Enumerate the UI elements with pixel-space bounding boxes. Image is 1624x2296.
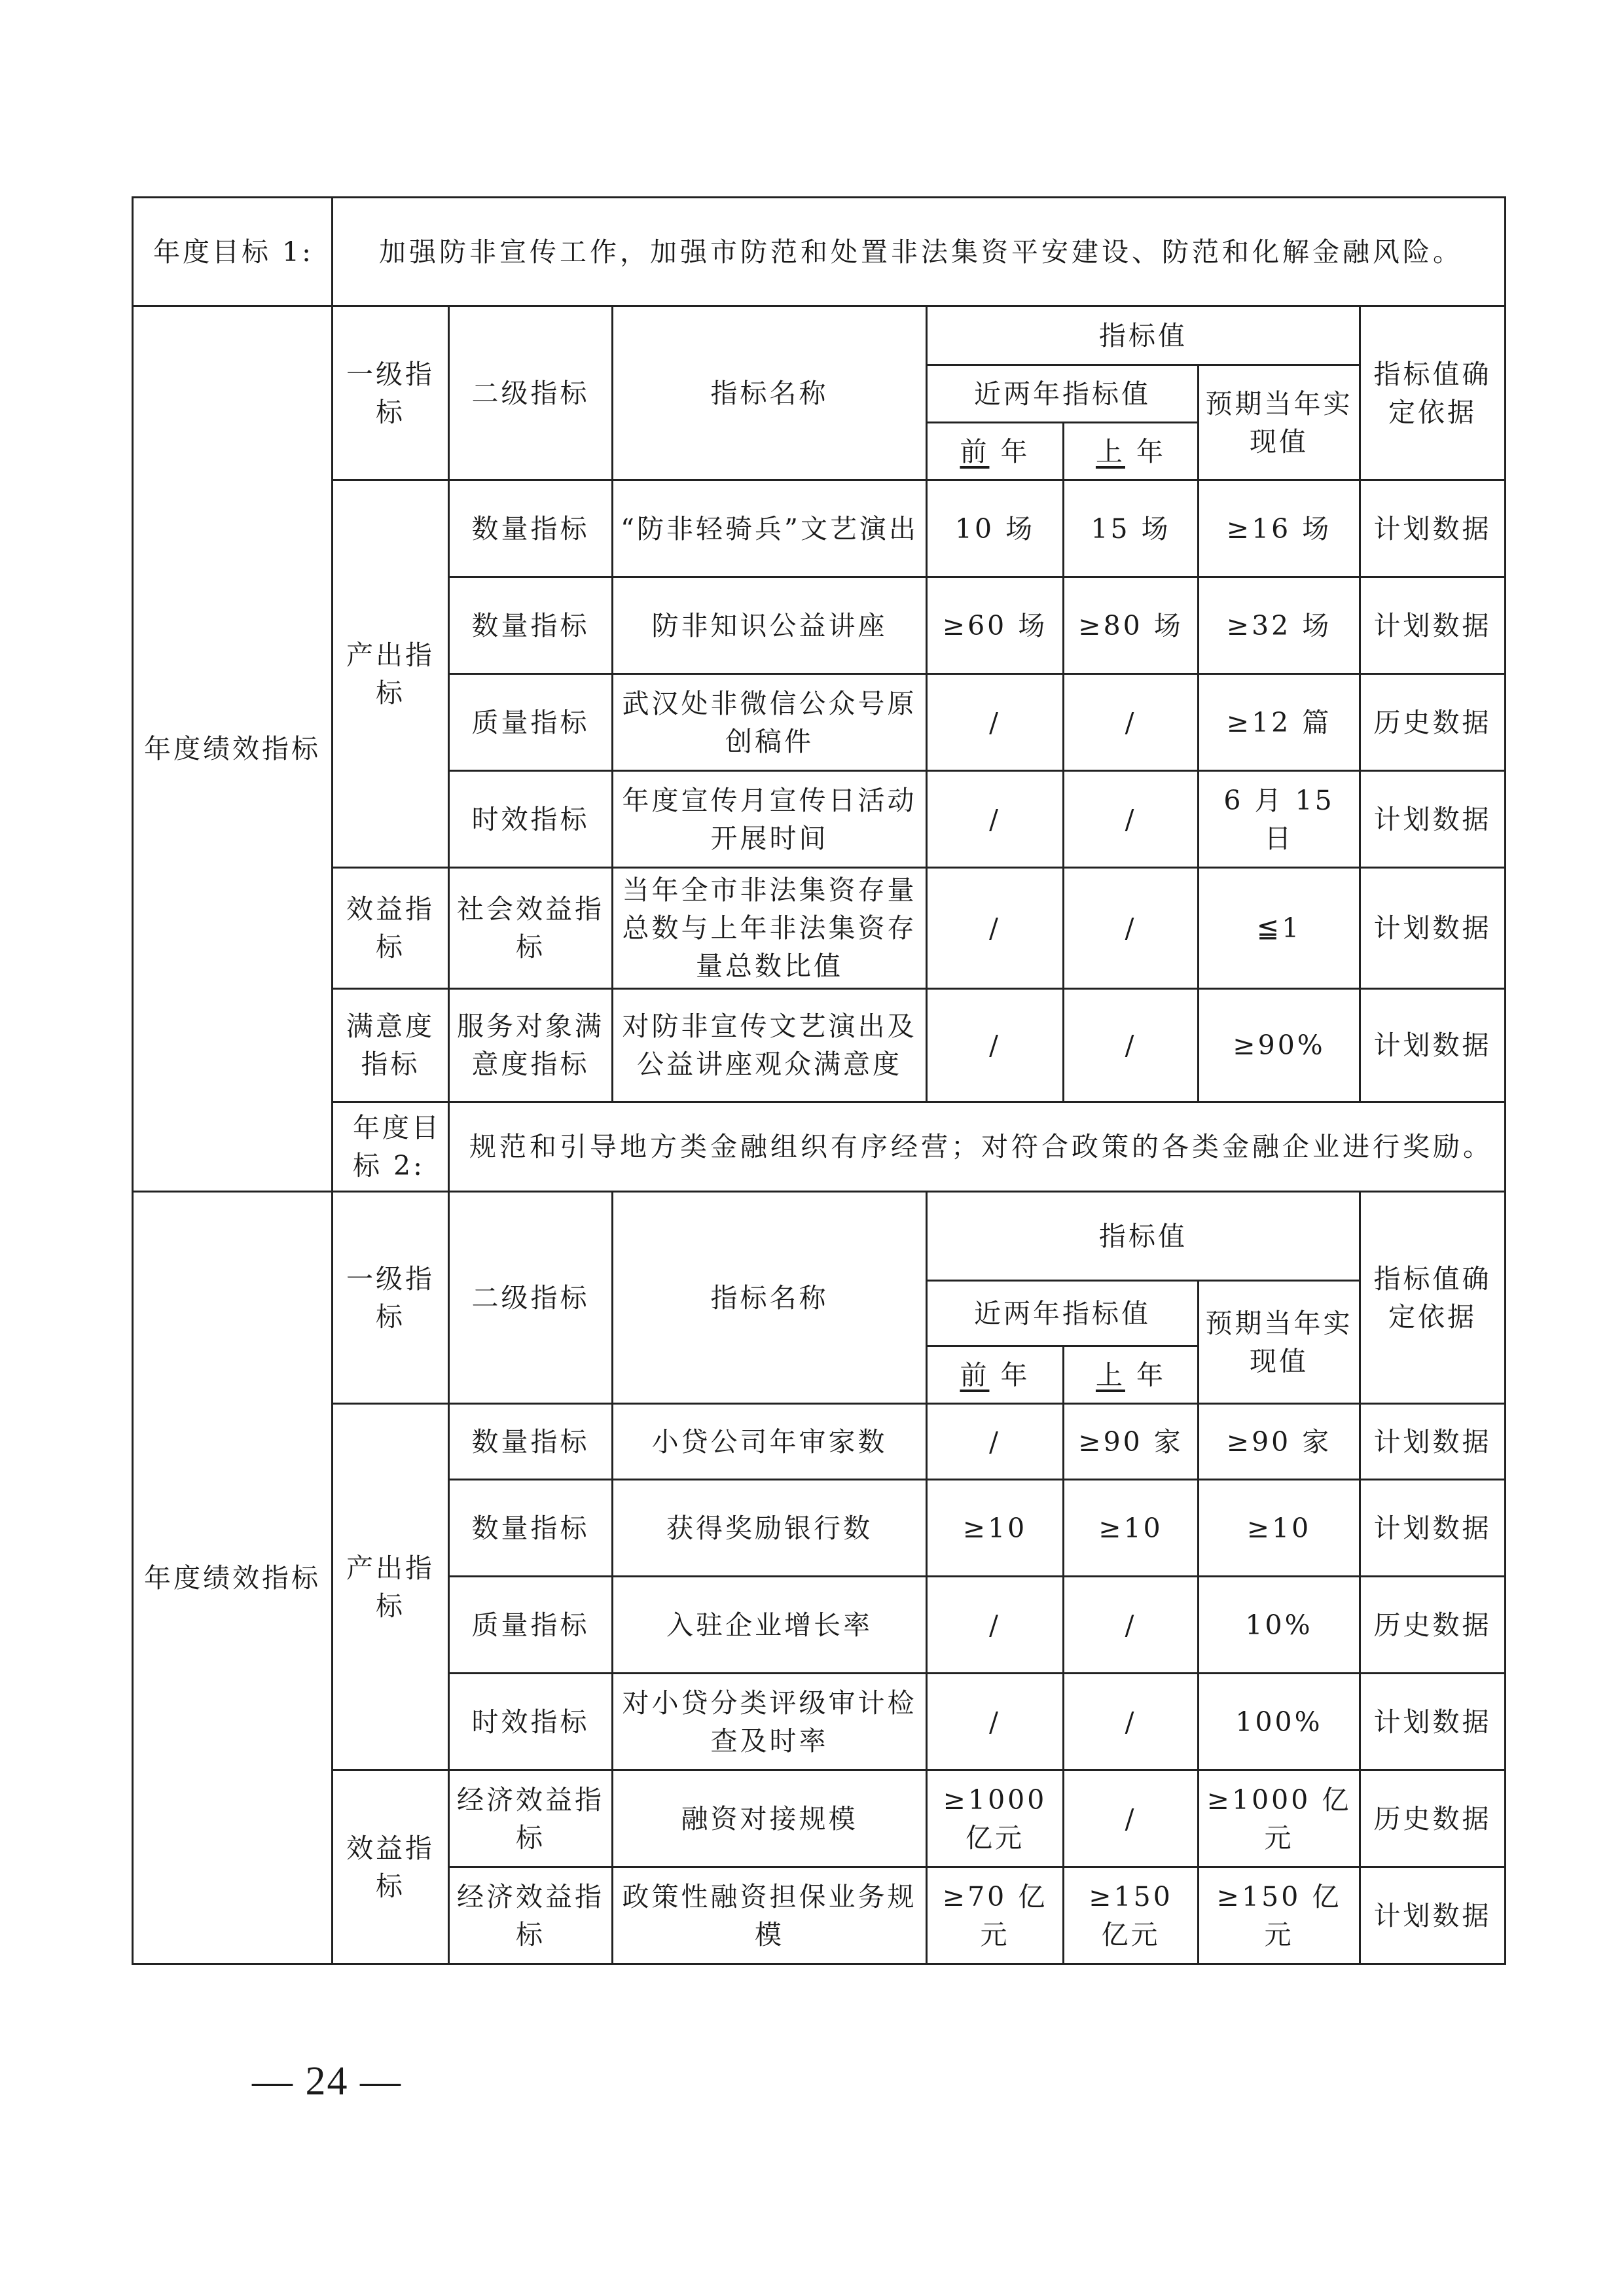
prev-year-value: / bbox=[927, 1577, 1064, 1674]
sub-indicator: 时效指标 bbox=[449, 771, 613, 868]
prev-year-value: / bbox=[927, 674, 1064, 771]
last-year-value: / bbox=[1064, 868, 1199, 989]
header-prev-year: 前 年 bbox=[927, 423, 1064, 480]
last-year-value: ≥150 亿元 bbox=[1064, 1867, 1199, 1964]
expected-value: ≥90 家 bbox=[1199, 1404, 1360, 1480]
header-name: 指标名称 bbox=[613, 1192, 927, 1404]
basis-value: 计划数据 bbox=[1360, 1674, 1506, 1770]
prev-year-value: / bbox=[927, 771, 1064, 868]
header-expected: 预期当年实现值 bbox=[1199, 365, 1360, 480]
prev-year-value: / bbox=[927, 1404, 1064, 1480]
header-last-year: 上 年 bbox=[1064, 423, 1199, 480]
header-expected: 预期当年实现值 bbox=[1199, 1281, 1360, 1404]
header-value: 指标值 bbox=[927, 306, 1360, 365]
table-row bbox=[133, 1404, 1506, 1480]
category-benefit: 效益指标 bbox=[333, 868, 449, 989]
goal2-row bbox=[133, 1102, 1506, 1192]
table-row bbox=[133, 480, 1506, 577]
indicator-name: 对小贷分类评级审计检查及时率 bbox=[613, 1674, 927, 1770]
category-satisfaction: 满意度指标 bbox=[333, 989, 449, 1102]
indicator-name: 当年全市非法集资存量总数与上年非法集资存量总数比值 bbox=[613, 868, 927, 989]
prev-year-value: ≥70 亿元 bbox=[927, 1867, 1064, 1964]
basis-value: 计划数据 bbox=[1360, 577, 1506, 674]
table-row bbox=[133, 1770, 1506, 1867]
indicator-name: 入驻企业增长率 bbox=[613, 1577, 927, 1674]
expected-value: ≥10 bbox=[1199, 1480, 1360, 1577]
basis-value: 计划数据 bbox=[1360, 771, 1506, 868]
prev-year-value: / bbox=[927, 1674, 1064, 1770]
last-year-value: / bbox=[1064, 989, 1199, 1102]
sub-indicator: 质量指标 bbox=[449, 1577, 613, 1674]
indicator-name: 防非知识公益讲座 bbox=[613, 577, 927, 674]
expected-value: ≦1 bbox=[1199, 868, 1360, 989]
header-prev-year: 前 年 bbox=[927, 1346, 1064, 1404]
expected-value: 6 月 15 日 bbox=[1199, 771, 1360, 868]
last-year-value: / bbox=[1064, 1674, 1199, 1770]
last-year-value: 15 场 bbox=[1064, 480, 1199, 577]
sub-indicator: 时效指标 bbox=[449, 1674, 613, 1770]
prev-year-value: ≥10 bbox=[927, 1480, 1064, 1577]
expected-value: ≥90% bbox=[1199, 989, 1360, 1102]
header-basis: 指标值确定依据 bbox=[1360, 306, 1506, 480]
goal1-label: 年度目标 1: bbox=[133, 198, 333, 306]
last-year-value: ≥10 bbox=[1064, 1480, 1199, 1577]
last-year-value: / bbox=[1064, 1770, 1199, 1867]
sub-indicator: 质量指标 bbox=[449, 674, 613, 771]
header-last-year: 上 年 bbox=[1064, 1346, 1199, 1404]
category-output: 产出指标 bbox=[333, 1404, 449, 1770]
goal2-text: 规范和引导地方类金融组织有序经营；对符合政策的各类金融企业进行奖励。 bbox=[449, 1102, 1506, 1192]
section-label: 年度绩效指标 bbox=[133, 306, 333, 1192]
sub-indicator: 社会效益指标 bbox=[449, 868, 613, 989]
basis-value: 计划数据 bbox=[1360, 1867, 1506, 1964]
prev-year-value: / bbox=[927, 868, 1064, 989]
last-year-value: / bbox=[1064, 771, 1199, 868]
indicator-name: 武汉处非微信公众号原创稿件 bbox=[613, 674, 927, 771]
table-row bbox=[133, 989, 1506, 1102]
header-value: 指标值 bbox=[927, 1192, 1360, 1281]
last-year-value: / bbox=[1064, 1577, 1199, 1674]
sub-indicator: 经济效益指标 bbox=[449, 1867, 613, 1964]
indicator-name: 年度宣传月宣传日活动开展时间 bbox=[613, 771, 927, 868]
header-level2: 二级指标 bbox=[449, 306, 613, 480]
sub-indicator: 经济效益指标 bbox=[449, 1770, 613, 1867]
indicator-name: 对防非宣传文艺演出及公益讲座观众满意度 bbox=[613, 989, 927, 1102]
header-row bbox=[133, 1192, 1506, 1281]
prev-year-value: 10 场 bbox=[927, 480, 1064, 577]
goal1-row bbox=[133, 198, 1506, 306]
last-year-value: ≥80 场 bbox=[1064, 577, 1199, 674]
header-recent: 近两年指标值 bbox=[927, 365, 1199, 423]
indicator-name: 融资对接规模 bbox=[613, 1770, 927, 1867]
sub-indicator: 数量指标 bbox=[449, 480, 613, 577]
table-row bbox=[133, 868, 1506, 989]
sub-indicator: 服务对象满意度指标 bbox=[449, 989, 613, 1102]
goal2-label: 年度目标 2: bbox=[333, 1102, 449, 1192]
sub-indicator: 数量指标 bbox=[449, 1404, 613, 1480]
header-basis: 指标值确定依据 bbox=[1360, 1192, 1506, 1404]
last-year-value: ≥90 家 bbox=[1064, 1404, 1199, 1480]
expected-value: ≥150 亿元 bbox=[1199, 1867, 1360, 1964]
expected-value: ≥1000 亿元 bbox=[1199, 1770, 1360, 1867]
header-name: 指标名称 bbox=[613, 306, 927, 480]
expected-value: ≥16 场 bbox=[1199, 480, 1360, 577]
page-number: — 24 — bbox=[252, 2059, 402, 2104]
sub-indicator: 数量指标 bbox=[449, 1480, 613, 1577]
basis-value: 历史数据 bbox=[1360, 674, 1506, 771]
last-year-value: / bbox=[1064, 674, 1199, 771]
category-benefit: 效益指标 bbox=[333, 1770, 449, 1964]
prev-year-value: / bbox=[927, 989, 1064, 1102]
performance-table bbox=[132, 196, 1506, 1965]
basis-value: 计划数据 bbox=[1360, 480, 1506, 577]
header-level1: 一级指标 bbox=[333, 306, 449, 480]
header-level1: 一级指标 bbox=[333, 1192, 449, 1404]
prev-year-value: ≥60 场 bbox=[927, 577, 1064, 674]
sub-indicator: 数量指标 bbox=[449, 577, 613, 674]
expected-value: ≥12 篇 bbox=[1199, 674, 1360, 771]
expected-value: 10% bbox=[1199, 1577, 1360, 1674]
indicator-name: “防非轻骑兵”文艺演出 bbox=[613, 480, 927, 577]
basis-value: 计划数据 bbox=[1360, 868, 1506, 989]
expected-value: ≥32 场 bbox=[1199, 577, 1360, 674]
expected-value: 100% bbox=[1199, 1674, 1360, 1770]
basis-value: 计划数据 bbox=[1360, 989, 1506, 1102]
basis-value: 历史数据 bbox=[1360, 1770, 1506, 1867]
prev-year-value: ≥1000 亿元 bbox=[927, 1770, 1064, 1867]
section-label: 年度绩效指标 bbox=[133, 1192, 333, 1964]
basis-value: 历史数据 bbox=[1360, 1577, 1506, 1674]
category-output: 产出指标 bbox=[333, 480, 449, 868]
header-row bbox=[133, 306, 1506, 365]
header-level2: 二级指标 bbox=[449, 1192, 613, 1404]
basis-value: 计划数据 bbox=[1360, 1404, 1506, 1480]
goal1-text: 加强防非宣传工作，加强市防范和处置非法集资平安建设、防范和化解金融风险。 bbox=[333, 198, 1506, 306]
indicator-name: 获得奖励银行数 bbox=[613, 1480, 927, 1577]
basis-value: 计划数据 bbox=[1360, 1480, 1506, 1577]
indicator-name: 政策性融资担保业务规模 bbox=[613, 1867, 927, 1964]
header-recent: 近两年指标值 bbox=[927, 1281, 1199, 1346]
indicator-name: 小贷公司年审家数 bbox=[613, 1404, 927, 1480]
